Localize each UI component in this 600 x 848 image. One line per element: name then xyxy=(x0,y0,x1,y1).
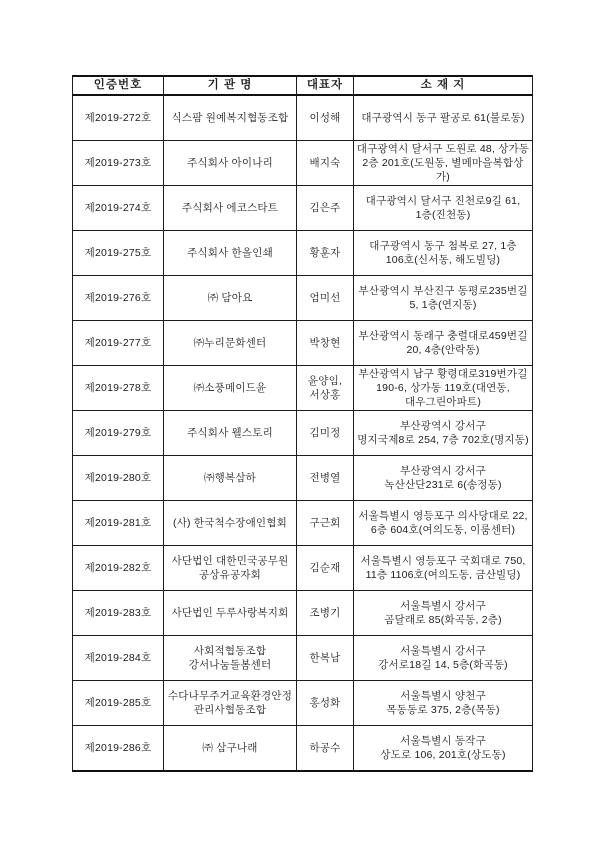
table-header xyxy=(73,76,533,95)
representative-text-line: 엄미선 xyxy=(309,292,341,304)
cell-address xyxy=(354,186,533,231)
cell-representative xyxy=(297,546,354,591)
org_name-text-line: 식스팜 원예복지협동조합 xyxy=(171,112,289,124)
org_name-text-line: 사단법인 대한민국공무원 xyxy=(171,555,289,567)
cell-representative xyxy=(297,726,354,772)
table-row xyxy=(73,321,533,366)
cell-cert_no xyxy=(73,95,164,141)
cell-org_name xyxy=(164,546,297,591)
cell-representative xyxy=(297,321,354,366)
cell-org_name xyxy=(164,141,297,186)
address-text-line: 부산광역시 동래구 충렬대로459번길 xyxy=(358,330,528,342)
org_name-text-line: ㈜누리문화센터 xyxy=(193,337,267,349)
org_name-text-line: 주식회사 에코스타트 xyxy=(181,202,279,214)
org_name-text-line: ㈜소풍메이드윤 xyxy=(193,382,267,394)
cert_no-text-line: 제2019-285호 xyxy=(84,697,152,709)
cert_no-text-line: 제2019-275호 xyxy=(84,247,152,259)
address-text-line: 2층 201호(도원동, 별메마을복합상가) xyxy=(362,157,524,183)
column-header-cert_no: 인증번호 xyxy=(73,76,164,95)
address-text-line: 곰달래로 85(화곡동, 2층) xyxy=(384,614,502,626)
representative-text-line: 윤양임, xyxy=(307,375,343,387)
org_name-text-line: ㈜행복삼하 xyxy=(203,472,257,484)
cell-address xyxy=(354,321,533,366)
cell-representative xyxy=(297,411,354,456)
table-header-row xyxy=(73,76,533,95)
column-header-representative: 대표자 xyxy=(297,76,354,95)
cell-representative xyxy=(297,95,354,141)
address-text-line: 대구광역시 동구 팔공로 61(불로동) xyxy=(361,112,525,124)
cell-address xyxy=(354,95,533,141)
cert_no-text-line: 제2019-274호 xyxy=(84,202,152,214)
cell-org_name xyxy=(164,636,297,681)
representative-text-line: 황훈자 xyxy=(309,247,341,259)
cert_no-text-line: 제2019-281호 xyxy=(84,517,152,529)
cell-cert_no xyxy=(73,546,164,591)
representative-text-line: 박창현 xyxy=(309,337,341,349)
cell-representative xyxy=(297,186,354,231)
cell-org_name xyxy=(164,276,297,321)
address-text-line: 20, 4층(안락동) xyxy=(406,344,480,356)
address-text-line: 부산광역시 강서구 xyxy=(400,420,486,432)
cell-representative xyxy=(297,231,354,276)
cell-representative xyxy=(297,591,354,636)
cell-address xyxy=(354,546,533,591)
cell-address xyxy=(354,591,533,636)
address-text-line: 서울특별시 영등포구 국회대로 750, xyxy=(360,555,526,567)
cell-org_name xyxy=(164,321,297,366)
cell-cert_no xyxy=(73,276,164,321)
cell-representative xyxy=(297,366,354,411)
address-text-line: 대우그린아파트) xyxy=(404,396,482,408)
address-text-line: 목동동로 375, 2층(목동) xyxy=(386,704,500,716)
org_name-text-line: 공상유공자회 xyxy=(198,569,262,581)
cell-cert_no xyxy=(73,141,164,186)
cert_no-text-line: 제2019-273호 xyxy=(84,157,152,169)
representative-text-line: 김미정 xyxy=(309,427,341,439)
cert_no-text-line: 제2019-284호 xyxy=(84,652,152,664)
cell-cert_no xyxy=(73,726,164,772)
address-text-line: 서울특별시 영등포구 의사당대로 22, xyxy=(358,510,528,522)
address-text-line: 대구광역시 동구 첨복로 27, 1층 xyxy=(369,240,517,252)
address-text-line: 서울특별시 강서구 xyxy=(400,645,486,657)
cert_no-text-line: 제2019-279호 xyxy=(84,427,152,439)
cell-address xyxy=(354,456,533,501)
cell-representative xyxy=(297,636,354,681)
cell-org_name xyxy=(164,366,297,411)
org_name-text-line: 사단법인 두루사랑복지회 xyxy=(171,607,289,619)
cert_no-text-line: 제2019-272호 xyxy=(84,112,152,124)
table-row xyxy=(73,456,533,501)
cell-cert_no xyxy=(73,636,164,681)
table-row xyxy=(73,636,533,681)
table-row xyxy=(73,186,533,231)
org_name-text-line: 관리사협동조합 xyxy=(193,704,267,716)
cert_no-text-line: 제2019-283호 xyxy=(84,607,152,619)
cert_no-text-line: 제2019-282호 xyxy=(84,562,152,574)
address-text-line: 5, 1층(연지동) xyxy=(409,299,477,311)
address-text-line: 11층 1106호(여의도동, 금산빌딩) xyxy=(365,569,521,581)
org_name-text-line: 수다나무주거교육환경안정 xyxy=(167,690,293,702)
cell-address xyxy=(354,411,533,456)
cell-cert_no xyxy=(73,681,164,726)
org_name-text-line: (사) 한국척수장애인협회 xyxy=(173,517,287,529)
cert_no-text-line: 제2019-278호 xyxy=(84,382,152,394)
address-text-line: 명지국제8로 254, 7층 702호(명지동) xyxy=(357,434,529,446)
address-text-line: 대구광역시 달서구 도원로 48, 상가동 xyxy=(356,143,530,155)
cell-org_name xyxy=(164,456,297,501)
column-header-org_name: 기 관 명 xyxy=(164,76,297,95)
org_name-text-line: 주식회사 아이나리 xyxy=(187,157,273,169)
cell-address xyxy=(354,276,533,321)
cell-cert_no xyxy=(73,366,164,411)
table-row xyxy=(73,681,533,726)
table-row xyxy=(73,366,533,411)
cell-cert_no xyxy=(73,591,164,636)
cell-org_name xyxy=(164,591,297,636)
cell-org_name xyxy=(164,231,297,276)
cell-representative xyxy=(297,681,354,726)
representative-text-line: 전병열 xyxy=(309,472,341,484)
cell-cert_no xyxy=(73,501,164,546)
cell-cert_no xyxy=(73,186,164,231)
address-text-line: 부산광역시 남구 황령대로319번가길 xyxy=(358,368,528,380)
table-row xyxy=(73,726,533,772)
representative-text-line: 하공수 xyxy=(309,742,341,754)
cell-org_name xyxy=(164,411,297,456)
address-text-line: 190-6, 상가동 119호(대연동, xyxy=(376,382,510,394)
certification-table xyxy=(72,75,533,772)
cell-address xyxy=(354,636,533,681)
table-row xyxy=(73,591,533,636)
representative-text-line: 서상홍 xyxy=(309,389,341,401)
address-text-line: 106호(신서동, 해도빌딩) xyxy=(385,254,501,266)
address-text-line: 강서로18길 14, 5층(화곡동) xyxy=(378,659,508,671)
column-header-address: 소 재 지 xyxy=(354,76,533,95)
representative-text-line: 이성해 xyxy=(309,112,341,124)
cell-cert_no xyxy=(73,411,164,456)
org_name-text-line: ㈜ 담아요 xyxy=(207,292,253,304)
representative-text-line: 홍성화 xyxy=(309,697,341,709)
cell-org_name xyxy=(164,95,297,141)
table-row xyxy=(73,501,533,546)
cell-address xyxy=(354,141,533,186)
table-row xyxy=(73,141,533,186)
org_name-text-line: 사회적협동조합 xyxy=(193,645,267,657)
address-text-line: 부산광역시 강서구 xyxy=(400,465,486,477)
cell-representative xyxy=(297,501,354,546)
cell-cert_no xyxy=(73,456,164,501)
org_name-text-line: ㈜ 삼구나래 xyxy=(202,742,258,754)
address-text-line: 서울특별시 양천구 xyxy=(400,690,486,702)
cert_no-text-line: 제2019-277호 xyxy=(84,337,152,349)
cell-address xyxy=(354,366,533,411)
org_name-text-line: 강서나눔돌봄센터 xyxy=(188,659,272,671)
table-row xyxy=(73,276,533,321)
cell-cert_no xyxy=(73,231,164,276)
representative-text-line: 구근회 xyxy=(309,517,341,529)
table-row xyxy=(73,546,533,591)
cell-org_name xyxy=(164,501,297,546)
table-row xyxy=(73,411,533,456)
cell-cert_no xyxy=(73,321,164,366)
table-row xyxy=(73,231,533,276)
representative-text-line: 조병기 xyxy=(309,607,341,619)
org_name-text-line: 주식회사 웰스토리 xyxy=(187,427,273,439)
cert_no-text-line: 제2019-276호 xyxy=(84,292,152,304)
address-text-line: 상도로 106, 201호(상도동) xyxy=(380,749,506,761)
table-row xyxy=(73,95,533,141)
cell-org_name xyxy=(164,186,297,231)
address-text-line: 서울특별시 동작구 xyxy=(400,735,486,747)
address-text-line: 녹산산단231로 6(송정동) xyxy=(384,479,502,491)
cell-address xyxy=(354,231,533,276)
cell-representative xyxy=(297,276,354,321)
address-text-line: 1층(진천동) xyxy=(415,209,471,221)
representative-text-line: 배지숙 xyxy=(309,157,341,169)
representative-text-line: 한복남 xyxy=(309,652,341,664)
representative-text-line: 김은주 xyxy=(309,202,341,214)
cell-representative xyxy=(297,141,354,186)
cell-org_name xyxy=(164,681,297,726)
address-text-line: 서울특별시 강서구 xyxy=(400,600,486,612)
table-body xyxy=(73,95,533,771)
org_name-text-line: 주식회사 한올인쇄 xyxy=(187,247,273,259)
cert_no-text-line: 제2019-280호 xyxy=(84,472,152,484)
cell-address xyxy=(354,501,533,546)
cell-representative xyxy=(297,456,354,501)
cell-address xyxy=(354,681,533,726)
cell-address xyxy=(354,726,533,772)
representative-text-line: 김순재 xyxy=(309,562,341,574)
address-text-line: 6층 604호(여의도동, 이룸센터) xyxy=(370,524,516,536)
cert_no-text-line: 제2019-286호 xyxy=(84,742,152,754)
address-text-line: 대구광역시 달서구 진천로9길 61, xyxy=(365,195,521,207)
address-text-line: 부산광역시 부산진구 동평로235번길 xyxy=(358,285,528,297)
cell-org_name xyxy=(164,726,297,772)
